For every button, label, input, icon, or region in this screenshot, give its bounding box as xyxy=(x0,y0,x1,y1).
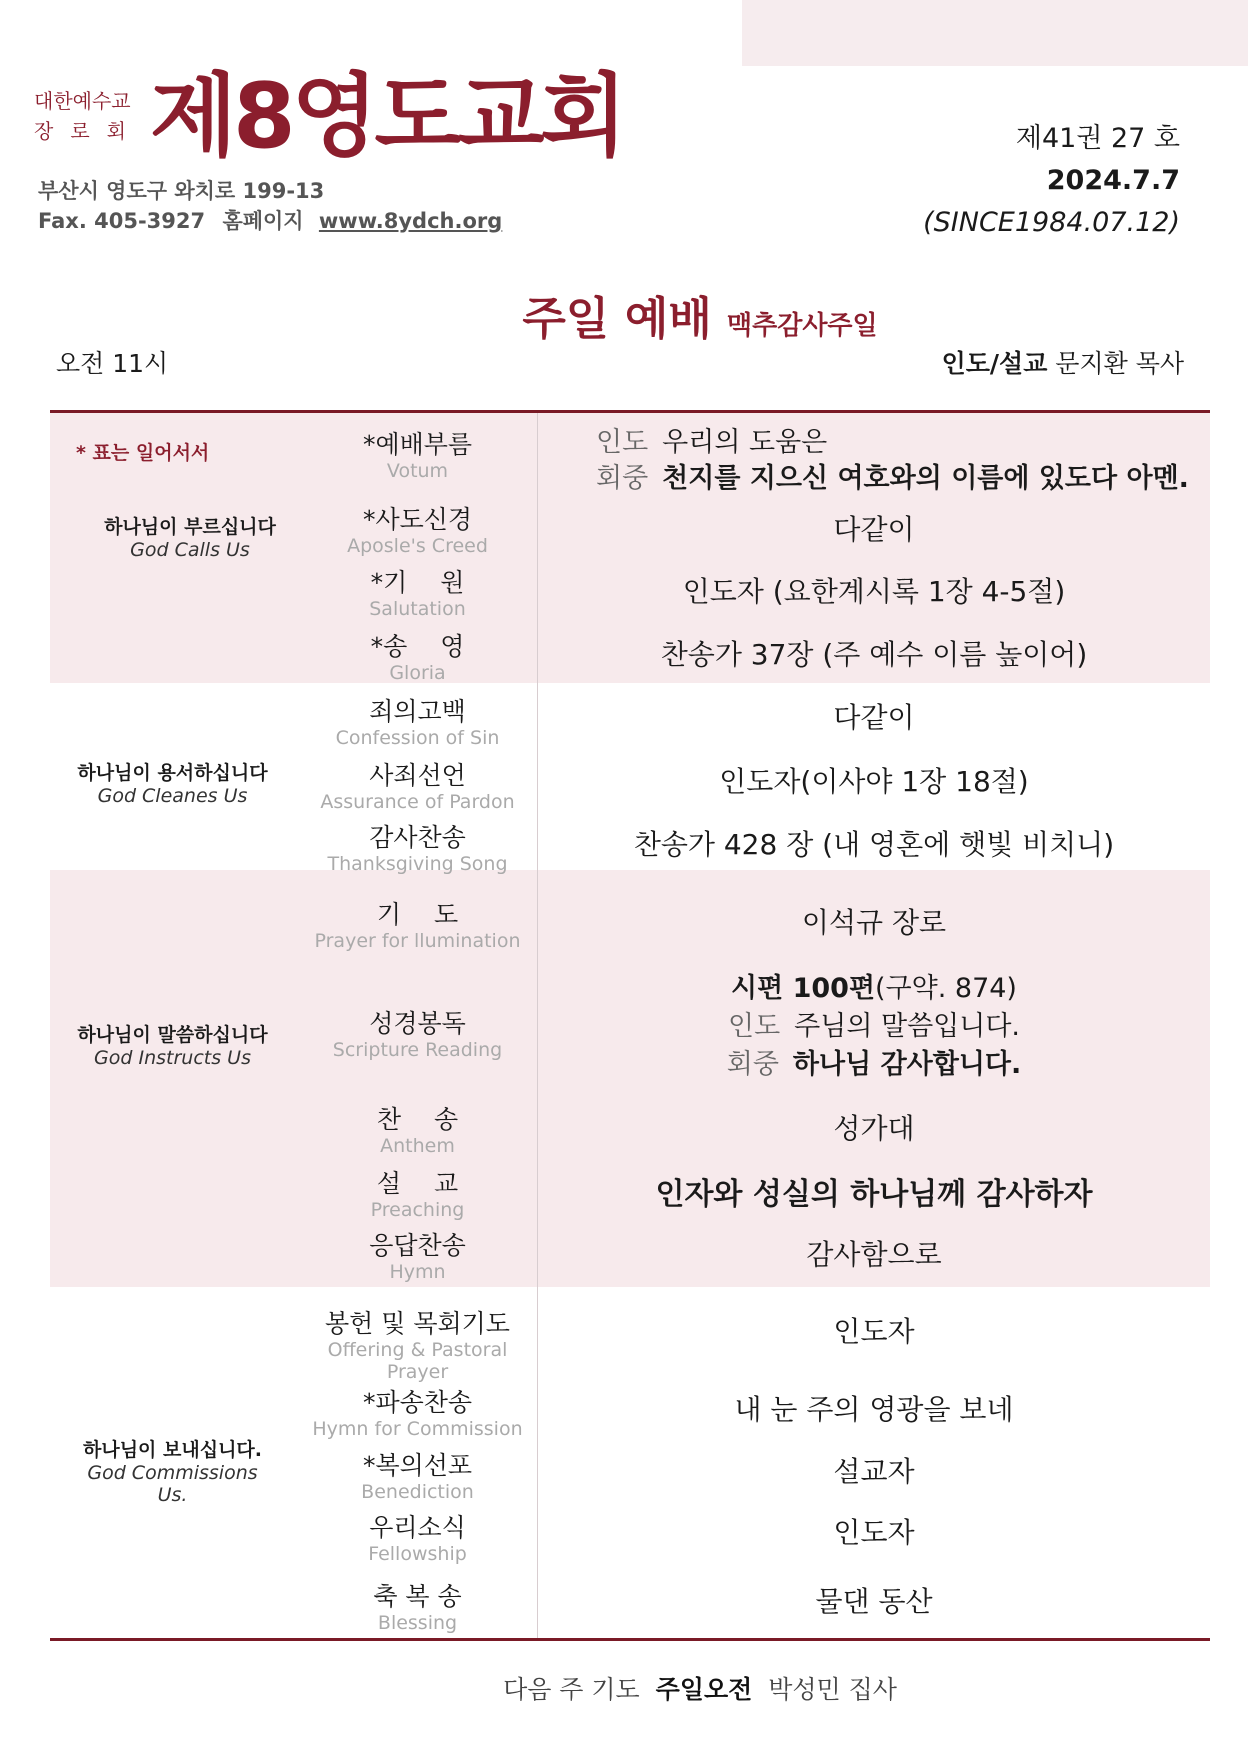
congregation-tag: 회중 xyxy=(596,463,649,494)
homepage-link[interactable]: www.8ydch.org xyxy=(318,209,503,233)
order-item xyxy=(300,568,535,620)
homepage-label: 홈페이지 xyxy=(222,209,304,233)
section-commission xyxy=(70,1435,275,1506)
next-week-prayer xyxy=(0,1670,1248,1706)
order-item xyxy=(300,823,535,875)
item-ko: *파송찬송 xyxy=(362,1388,473,1417)
church-name: 제8영도교회 xyxy=(150,64,624,169)
votum-leader xyxy=(596,424,827,462)
denomination xyxy=(34,86,143,146)
detail-prayer: 이석규 장로 xyxy=(801,906,947,939)
item-ko: *예배부름 xyxy=(362,430,473,459)
section-instruct xyxy=(70,1020,275,1069)
order-item xyxy=(300,1513,535,1565)
leader-name: 문지환 목사 xyxy=(1055,349,1184,378)
leader-tag: 인도 xyxy=(596,427,649,458)
footer-name: 박성민 집사 xyxy=(768,1675,897,1704)
votum-congregation xyxy=(596,460,1189,498)
detail-commission-hymn: 내 눈 주의 영광을 보네 xyxy=(734,1393,1014,1426)
footer-when: 주일오전 xyxy=(655,1675,753,1704)
issue-date: 2024.7.7 xyxy=(1046,165,1180,196)
item-ko: 축 복 송 xyxy=(373,1582,462,1611)
issue-info xyxy=(923,118,1180,244)
header-decoration xyxy=(742,0,1248,66)
order-item xyxy=(300,761,535,813)
detail-hymn: 감사함으로 xyxy=(806,1238,942,1271)
section-en: God Cleanes Us xyxy=(97,785,248,807)
item-en: Assurance of Pardon xyxy=(320,791,515,813)
service-title-main: 주일 예배 xyxy=(522,292,712,345)
order-item xyxy=(300,1388,535,1440)
fax: Fax. 405-3927 xyxy=(38,209,206,233)
item-en: Hymn for Commission xyxy=(312,1418,523,1440)
since: (SINCE1984.07.12) xyxy=(923,207,1180,238)
detail-thanksgiving: 찬송가 428 장 (내 영혼에 햇빛 비치니) xyxy=(633,828,1115,861)
order-item xyxy=(300,1105,535,1157)
item-ko: *복의선포 xyxy=(362,1451,473,1480)
detail-confession: 다같이 xyxy=(833,701,915,734)
volume: 제41권 27 호 xyxy=(1015,123,1180,154)
item-ko: 봉헌 및 목회기도 xyxy=(325,1309,510,1338)
scripture-reading xyxy=(538,970,1210,1084)
section-ko: 하나님이 부르십니다 xyxy=(104,516,276,538)
order-item xyxy=(300,1451,535,1503)
order-item xyxy=(300,1231,535,1283)
leader-text: 주님의 말씀입니다. xyxy=(794,1011,1020,1042)
detail-pardon: 인도자(이사야 1장 18절) xyxy=(719,765,1029,798)
detail-benediction: 설교자 xyxy=(833,1455,915,1488)
address: 부산시 영도구 와치로 199-13 xyxy=(38,179,325,203)
item-ko: 설 교 xyxy=(376,1169,459,1198)
detail-offering: 인도자 xyxy=(833,1315,915,1348)
item-en: Offering & Pastoral Prayer xyxy=(327,1339,508,1383)
section-ko: 하나님이 보내십니다. xyxy=(82,1439,263,1461)
item-en: Gloria xyxy=(389,662,446,684)
item-en: Hymn xyxy=(389,1261,446,1283)
item-ko: 죄의고백 xyxy=(369,697,466,726)
item-ko: 응답찬송 xyxy=(369,1231,466,1260)
item-en: Thanksgiving Song xyxy=(327,853,508,875)
section-call xyxy=(90,512,290,561)
order-item xyxy=(300,697,535,749)
order-item xyxy=(300,632,535,684)
service-subtitle: 맥추감사주일 xyxy=(726,311,878,341)
section-en: God Instructs Us xyxy=(94,1047,251,1069)
item-en: Anthem xyxy=(380,1135,455,1157)
reading-passage: 시편 100편 xyxy=(731,973,876,1004)
item-ko: *기 원 xyxy=(370,568,465,597)
item-ko: *송 영 xyxy=(370,632,465,661)
item-ko: *사도신경 xyxy=(362,505,473,534)
detail-creed: 다같이 xyxy=(833,513,915,546)
item-en: Fellowship xyxy=(368,1543,467,1565)
leader-label: 인도/설교 xyxy=(941,349,1048,378)
congregation-text: 하나님 감사합니다. xyxy=(792,1049,1022,1080)
detail-salutation: 인도자 (요한계시록 1장 4-5절) xyxy=(682,575,1066,608)
section-ko: 하나님이 용서하십니다 xyxy=(77,762,268,784)
leader-tag: 인도 xyxy=(728,1011,781,1042)
section-cleanse xyxy=(70,758,275,807)
order-item xyxy=(300,505,535,557)
leader-text: 우리의 도움은 xyxy=(662,427,828,458)
detail-anthem: 성가대 xyxy=(833,1112,915,1145)
item-en: Blessing xyxy=(377,1612,458,1634)
item-en: Aposle's Creed xyxy=(347,535,488,557)
order-item xyxy=(300,1582,535,1634)
item-ko: 찬 송 xyxy=(376,1105,459,1134)
standing-note: * 표는 일어서서 xyxy=(76,442,210,464)
contact-info xyxy=(38,176,502,236)
item-ko: 성경봉독 xyxy=(369,1009,466,1038)
congregation-text: 천지를 지으신 여호와의 이름에 있도다 아멘. xyxy=(662,463,1189,494)
order-item xyxy=(300,1169,535,1221)
item-en: Votum xyxy=(386,460,449,482)
service-time: 오전 11시 xyxy=(56,349,169,378)
detail-gloria: 찬송가 37장 (주 예수 이름 높이어) xyxy=(660,638,1088,671)
table-top-rule xyxy=(50,410,1210,413)
item-en: Salutation xyxy=(369,598,466,620)
service-title xyxy=(0,282,1248,347)
item-en: Prayer for llumination xyxy=(314,930,521,952)
sermon-title: 인자와 성실의 하나님께 감사하자 xyxy=(655,1177,1093,1212)
order-item xyxy=(300,900,535,952)
service-leader xyxy=(942,344,1184,380)
item-en: Benediction xyxy=(361,1481,474,1503)
item-en: Confession of Sin xyxy=(335,727,500,749)
order-item xyxy=(300,430,535,482)
reading-ref: (구약. 874) xyxy=(875,973,1017,1004)
section-en: God Calls Us xyxy=(130,539,250,561)
order-item xyxy=(300,1009,535,1061)
item-en: Preaching xyxy=(370,1199,465,1221)
item-ko: 우리소식 xyxy=(369,1513,466,1542)
section-en: God Commissions Us. xyxy=(87,1462,258,1506)
congregation-tag: 회중 xyxy=(726,1049,779,1080)
item-ko: 사죄선언 xyxy=(369,761,466,790)
detail-fellowship: 인도자 xyxy=(833,1516,915,1549)
item-ko: 감사찬송 xyxy=(369,823,466,852)
denomination-line2: 장로회 xyxy=(34,119,143,143)
detail-blessing: 물댄 동산 xyxy=(815,1585,933,1618)
item-en: Scripture Reading xyxy=(332,1039,503,1061)
item-ko: 기 도 xyxy=(376,900,459,929)
table-bottom-rule xyxy=(50,1638,1210,1641)
order-item xyxy=(300,1309,535,1383)
denomination-line1: 대한예수교 xyxy=(34,89,131,113)
footer-label: 다음 주 기도 xyxy=(503,1675,640,1704)
section-ko: 하나님이 말씀하십니다 xyxy=(77,1024,268,1046)
